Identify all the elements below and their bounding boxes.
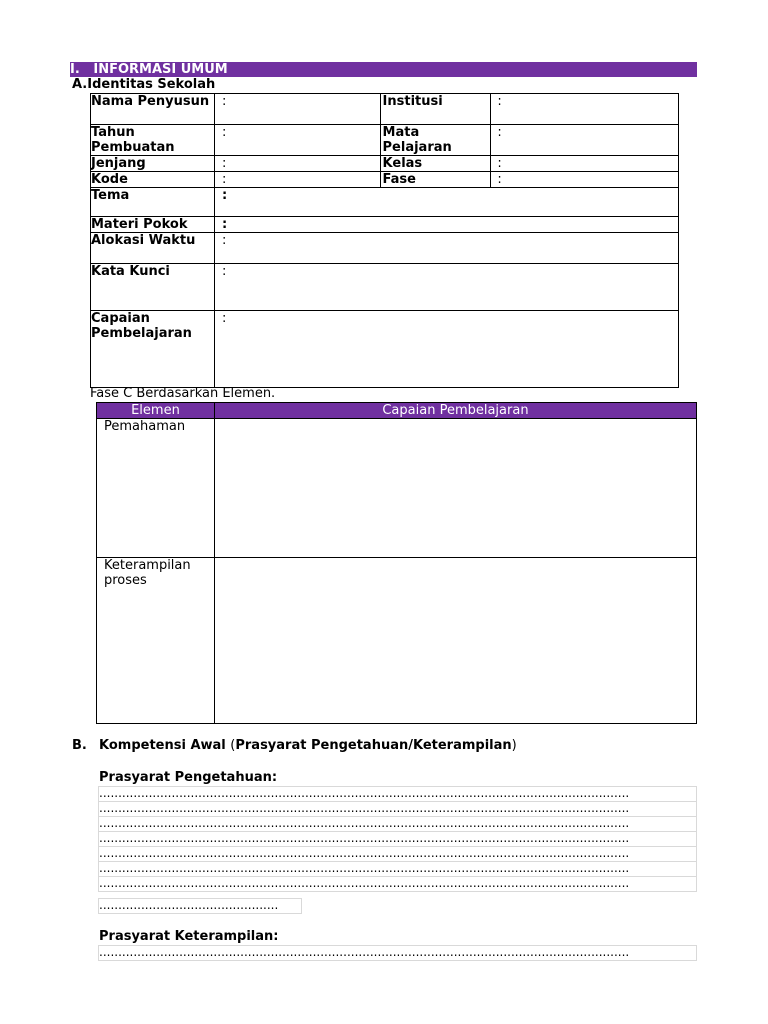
table-row xyxy=(91,172,679,188)
label-alokasi-waktu: Alokasi Waktu xyxy=(91,233,215,264)
dotted-fill-line[interactable]: ........................................................................................................................................... xyxy=(98,846,697,862)
table-row xyxy=(91,94,679,125)
label-capaian-pembelajaran: Capaian Pembelajaran xyxy=(91,311,215,388)
label-fase: Fase xyxy=(380,172,491,188)
section-title: INFORMASI UMUM xyxy=(93,62,228,77)
kompetensi-number: B. xyxy=(72,738,87,753)
kompetensi-paren-open: ( xyxy=(230,738,236,753)
value-tahun-pembuatan[interactable]: : xyxy=(214,125,380,156)
kompetensi-paren-close: ) xyxy=(511,738,517,753)
section-bar-informasi-umum xyxy=(70,62,697,77)
table-row xyxy=(91,311,679,388)
header-elemen: Elemen xyxy=(97,403,215,419)
table-row xyxy=(91,125,679,156)
fase-note: Fase C Berdasarkan Elemen. xyxy=(90,386,276,401)
label-institusi: Institusi xyxy=(380,94,491,125)
value-institusi[interactable]: : xyxy=(491,94,679,125)
label-nama-penyusun: Nama Penyusun xyxy=(91,94,215,125)
capaian-keterampilan-proses[interactable] xyxy=(214,558,696,724)
value-materi-pokok[interactable]: : xyxy=(214,217,678,233)
kompetensi-title: Kompetensi Awal xyxy=(99,738,226,753)
table-row xyxy=(97,419,697,558)
dotted-fill-line[interactable]: ........................................................................................................................................... xyxy=(98,945,697,961)
table-row xyxy=(91,217,679,233)
prasyarat-pengetahuan-label: Prasyarat Pengetahuan: xyxy=(99,770,278,785)
section-number: I. xyxy=(70,62,80,77)
table-row xyxy=(91,188,679,217)
dotted-fill-line[interactable]: ........................................................................................................................................... xyxy=(98,786,697,802)
table-header-row xyxy=(97,403,697,419)
label-kode: Kode xyxy=(91,172,215,188)
capaian-pemahaman[interactable] xyxy=(214,419,696,558)
capaian-table xyxy=(96,402,697,724)
value-alokasi-waktu[interactable]: : xyxy=(214,233,678,264)
table-row xyxy=(97,558,697,724)
identitas-table xyxy=(90,93,679,388)
kompetensi-heading xyxy=(72,738,517,754)
value-nama-penyusun[interactable]: : xyxy=(214,94,380,125)
value-fase[interactable]: : xyxy=(491,172,679,188)
value-mata-pelajaran[interactable]: : xyxy=(491,125,679,156)
label-jenjang: Jenjang xyxy=(91,156,215,172)
dotted-fill-line[interactable]: ........................................................................................................................................... xyxy=(98,816,697,832)
label-mata-pelajaran: Mata Pelajaran xyxy=(380,125,491,156)
kompetensi-subtitle: Prasyarat Pengetahuan/Keterampilan xyxy=(235,738,512,753)
label-tema: Tema xyxy=(91,188,215,217)
table-row xyxy=(91,156,679,172)
elemen-keterampilan-proses: Keterampilan proses xyxy=(97,558,215,724)
table-row xyxy=(91,233,679,264)
value-capaian-pembelajaran[interactable]: : xyxy=(214,311,678,388)
dotted-fill-line-short[interactable]: ............................................... xyxy=(98,898,302,914)
prasyarat-keterampilan-label: Prasyarat Keterampilan: xyxy=(99,929,279,944)
label-tahun-pembuatan: Tahun Pembuatan xyxy=(91,125,215,156)
dotted-fill-line[interactable]: ........................................................................................................................................... xyxy=(98,876,697,892)
value-kata-kunci[interactable]: : xyxy=(214,264,678,311)
dotted-fill-line[interactable]: ........................................................................................................................................... xyxy=(98,801,697,817)
value-jenjang[interactable]: : xyxy=(214,156,380,172)
dotted-fill-line[interactable]: ........................................................................................................................................... xyxy=(98,861,697,877)
label-materi-pokok: Materi Pokok xyxy=(91,217,215,233)
value-kode[interactable]: : xyxy=(214,172,380,188)
label-kelas: Kelas xyxy=(380,156,491,172)
value-kelas[interactable]: : xyxy=(491,156,679,172)
dotted-fill-line[interactable]: ........................................................................................................................................... xyxy=(98,831,697,847)
table-row xyxy=(91,264,679,311)
elemen-pemahaman: Pemahaman xyxy=(97,419,215,558)
label-kata-kunci: Kata Kunci xyxy=(91,264,215,311)
identitas-heading: A.Identitas Sekolah xyxy=(72,77,216,92)
value-tema[interactable]: : xyxy=(214,188,678,217)
header-capaian-pembelajaran: Capaian Pembelajaran xyxy=(214,403,696,419)
